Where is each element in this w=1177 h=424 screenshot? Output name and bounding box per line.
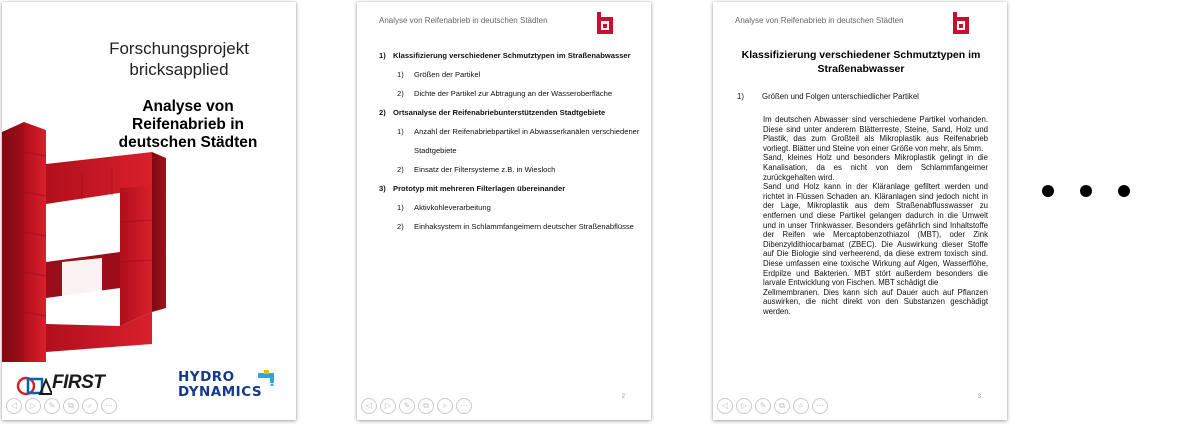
more-icon[interactable]: ⋯ — [101, 398, 117, 414]
paragraph: Zellmembranen. Dies kann sich auf Dauer auch auf Pflanzen auswirken, die nicht direkt von den Substanzen geschädigt werden. — [763, 287, 988, 316]
content-page[interactable] — [713, 2, 1007, 420]
toc-item[interactable] — [379, 217, 641, 236]
next-icon[interactable]: ▷ — [25, 398, 41, 414]
toc-item[interactable] — [379, 160, 641, 179]
faucet-icon — [256, 370, 278, 386]
toc-item-number: 2) — [397, 222, 404, 231]
toc-section-number: 2) — [379, 108, 386, 117]
toc-item-text: Aktivkohleverarbeitung — [414, 203, 491, 212]
toc-item[interactable] — [379, 84, 641, 103]
toc-section-number: 3) — [379, 184, 386, 193]
page-header: Analyse von Reifenabrieb in deutschen Städten — [379, 16, 548, 25]
toc-item-text: Einsatz der Filtersysteme z.B. in Wiesloch — [414, 165, 556, 174]
paragraph: Sand, kleines Holz und besonders Mikroplastik gelingt in die Kanalisation, da es nicht von dem Schlammfangeimer zurückgehalten wird. — [763, 153, 988, 182]
first-logo-icon — [16, 374, 52, 398]
cover-title-line2: Reifenabrieb in — [132, 116, 244, 133]
toc-section-title: Prototyp mit mehreren Filterlagen übereinander — [393, 184, 566, 193]
toc-item-text: Anzahl der Reifenabriebpartikel in Abwasserkanälen verschiedener Stadtgebiete — [414, 127, 640, 155]
ellipsis-dot-icon — [1042, 185, 1054, 197]
project-label-line2: bricksapplied — [129, 60, 229, 79]
toc-section-title: Klassifizierung verschiedener Schmutztypen im Straßenabwasser — [393, 51, 631, 60]
project-label — [62, 38, 296, 80]
toc-item-number: 2) — [397, 89, 404, 98]
cover-title-line3: deutschen Städten — [118, 134, 258, 151]
toc-item[interactable] — [379, 198, 641, 217]
zoom-icon[interactable]: ⌕ — [437, 398, 453, 414]
section-title: Klassifizierung verschiedener Schmutztypen im Straßenabwasser — [741, 49, 981, 75]
subsection-number: 1) — [737, 92, 744, 101]
toc-item-text: Größen der Partikel — [414, 70, 481, 79]
ellipsis-dot-icon — [1118, 185, 1130, 197]
body-text — [763, 115, 988, 316]
page-number: 2 — [621, 394, 625, 400]
brick-logo-illustration — [2, 112, 172, 362]
brick-logo-icon — [597, 12, 613, 34]
more-icon[interactable]: ⋯ — [456, 398, 472, 414]
hydro-logo-line2: DYNAMICS — [178, 384, 263, 400]
toc-page[interactable] — [357, 2, 651, 420]
cover-page[interactable] — [2, 2, 296, 420]
viewer-controls — [6, 398, 117, 414]
more-icon[interactable]: ⋯ — [812, 398, 828, 414]
brick-logo-icon — [953, 12, 969, 34]
pen-icon[interactable]: ✎ — [399, 398, 415, 414]
viewer-controls — [361, 398, 472, 414]
pen-icon[interactable]: ✎ — [755, 398, 771, 414]
page-header: Analyse von Reifenabrieb in deutschen Städten — [735, 16, 904, 25]
paragraph: Im deutschen Abwasser sind verschiedene Partikel vorhanden. Diese sind unter anderem Blätterreste, Steine, Sand, Holz und Plastik, das zum Großteil als Mikroplastik aus Reifenabrieb vorliegt. Blätter und Steine von einer Größe von mehr, als 5mm. — [763, 115, 988, 153]
prev-icon[interactable]: ◁ — [717, 398, 733, 414]
viewer-controls — [717, 398, 828, 414]
toc-section-title: Ortsanalyse der Reifenabriebunterstützenden Stadtgebiete — [393, 108, 606, 117]
toc-item-number: 1) — [397, 127, 404, 136]
paragraph: Sand und Holz kann in der Kläranlage gefiltert werden und richtet in Flüssen Schaden an. Kläranlagen sind jedoch nicht in der Lage, Mikroplastik aus dem Straßenabflusswasser zu entfernen und diese Partikel gelangen dadurch in die Umwelt und in unser Trinkwasser. Besonders gefährlich sind Inhaltstoffe der Reifen wie Mercaptobenzothiazol (MBT), oder Zink Dibenzyldithiocarbamat (ZBEC). Die Auswirkung dieser Stoffe auf Die Biologie sind verheerend, da diese extrem toxisch sind. Diese umfassen eine toxische Wirkung auf Algen, Wasserflöhe, Erdpilze und Bakterien. MBT stört außerdem besonders die larvale Entwicklung von Fischen. MBT schädigt die — [763, 182, 988, 288]
next-icon[interactable]: ▷ — [380, 398, 396, 414]
copy-icon[interactable]: ⧉ — [418, 398, 434, 414]
more-pages-indicator — [1042, 185, 1130, 197]
toc-item-number: 2) — [397, 165, 404, 174]
ellipsis-dot-icon — [1080, 185, 1092, 197]
zoom-icon[interactable]: ⌕ — [82, 398, 98, 414]
toc-item-number: 1) — [397, 70, 404, 79]
toc-item-number: 1) — [397, 203, 404, 212]
table-of-contents — [379, 46, 641, 236]
subsection-title: Größen und Folgen unterschiedlicher Partikel — [762, 92, 919, 101]
subsection-heading — [737, 92, 919, 101]
toc-section-3[interactable] — [379, 179, 641, 198]
first-logo-text: FIRST — [52, 372, 105, 393]
toc-item[interactable] — [379, 122, 641, 160]
toc-section-number: 1) — [379, 51, 386, 60]
cover-title-line1: Analyse von — [142, 98, 234, 115]
next-icon[interactable]: ▷ — [736, 398, 752, 414]
copy-icon[interactable]: ⧉ — [63, 398, 79, 414]
toc-section-2[interactable] — [379, 103, 641, 122]
toc-item-text: Einhaksystem in Schlammfangeimern deutscher Straßenabflüsse — [414, 222, 634, 231]
zoom-icon[interactable]: ⌕ — [793, 398, 809, 414]
toc-section-1[interactable] — [379, 46, 641, 65]
pen-icon[interactable]: ✎ — [44, 398, 60, 414]
project-label-line1: Forschungsprojekt — [109, 39, 249, 58]
hydro-logo-line1: HYDRO — [178, 369, 235, 385]
toc-item[interactable] — [379, 65, 641, 84]
prev-icon[interactable]: ◁ — [6, 398, 22, 414]
copy-icon[interactable]: ⧉ — [774, 398, 790, 414]
page-number: 3 — [977, 394, 981, 400]
prev-icon[interactable]: ◁ — [361, 398, 377, 414]
toc-item-text: Dichte der Partikel zur Abtragung an der Wasseroberfläche — [414, 89, 613, 98]
